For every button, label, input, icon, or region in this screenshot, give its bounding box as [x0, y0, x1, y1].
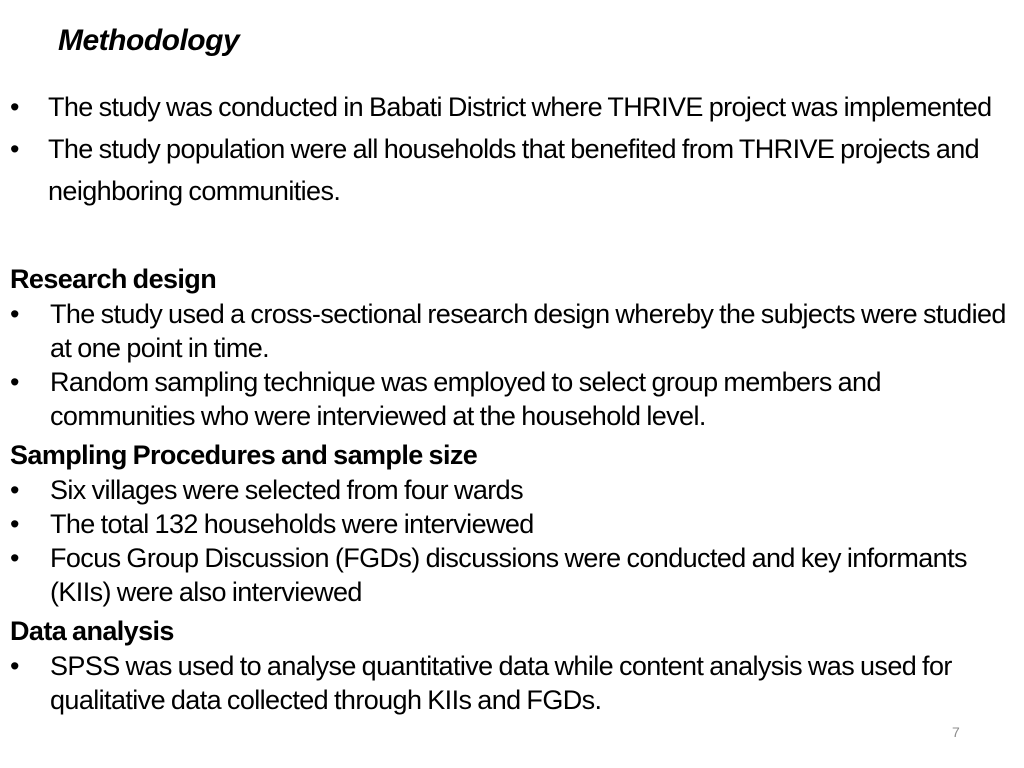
bullet-icon: • — [10, 299, 19, 329]
intro-bullet-list — [10, 86, 1010, 212]
bullet-item — [10, 507, 1010, 541]
bullet-text: The study was conducted in Babati District where THRIVE project was implemented — [48, 92, 992, 122]
bullet-text: Six villages were selected from four wards — [50, 475, 523, 505]
bullet-text: SPSS was used to analyse quantitative data while content analysis was used for qualitative data collected through KIIs and FGDs. — [50, 651, 952, 715]
bullet-item — [10, 649, 1010, 717]
bullet-item — [10, 473, 1010, 507]
methodology-sections — [10, 261, 1010, 717]
bullet-item — [10, 365, 1010, 433]
section-heading-sampling: Sampling Procedures and sample size — [10, 440, 478, 470]
section-heading-data-analysis: Data analysis — [10, 616, 174, 646]
bullet-icon: • — [10, 134, 19, 164]
bullet-icon: • — [10, 651, 19, 681]
bullet-text: The study used a cross-sectional research design whereby the subjects were studied at one point in time. — [50, 299, 1006, 363]
bullet-text: Random sampling technique was employed to select group members and communities who were interviewed at the household level. — [50, 367, 881, 431]
page-number: 7 — [952, 724, 960, 740]
bullet-icon: • — [10, 367, 19, 397]
bullet-icon: • — [10, 509, 19, 539]
intro-bullet-item — [10, 128, 1010, 212]
bullet-icon: • — [10, 92, 19, 122]
bullet-text: The study population were all households that benefited from THRIVE projects and neighboring communities. — [48, 134, 980, 206]
bullet-icon: • — [10, 543, 19, 573]
bullet-text: Focus Group Discussion (FGDs) discussions were conducted and key informants (KIIs) were also interviewed — [50, 543, 967, 607]
bullet-item — [10, 541, 1010, 609]
bullet-item — [10, 297, 1010, 365]
bullet-icon: • — [10, 475, 19, 505]
slide-title: Methodology — [58, 24, 240, 57]
bullet-text: The total 132 households were interviewed — [50, 509, 534, 539]
intro-bullet-item — [10, 86, 1010, 128]
section-heading-research-design: Research design — [10, 264, 217, 294]
